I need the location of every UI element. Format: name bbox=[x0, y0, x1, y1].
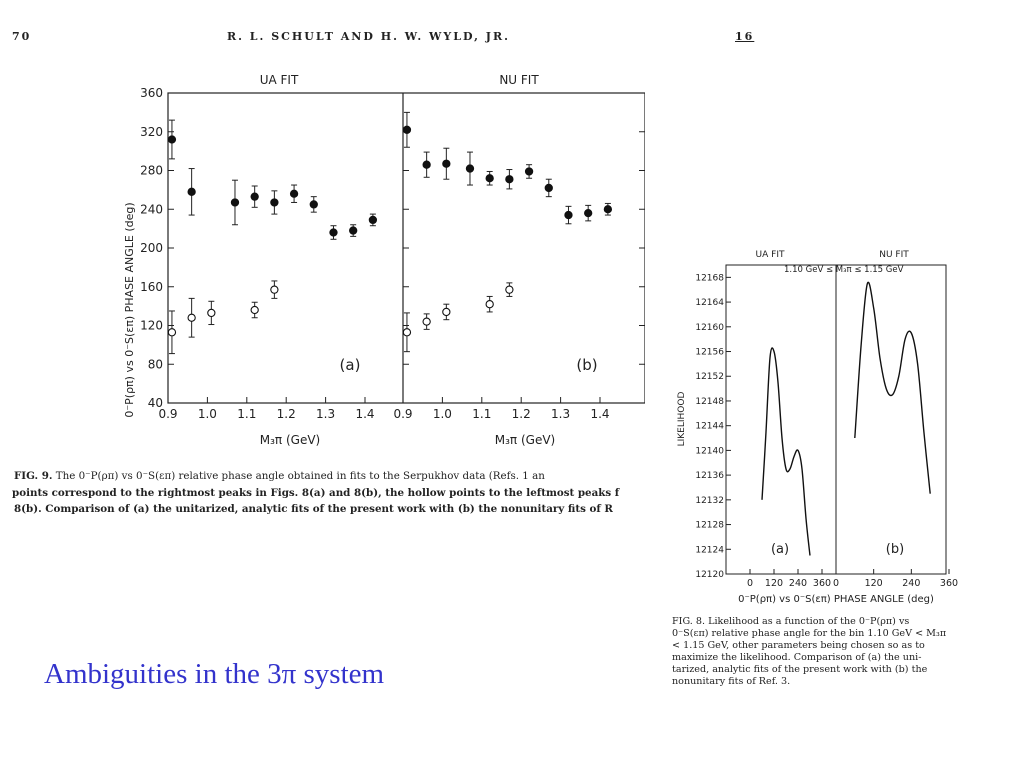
fig8-panel-a-label: (a) bbox=[770, 542, 790, 557]
hollow-data-point bbox=[443, 308, 450, 315]
hollow-data-point bbox=[486, 301, 493, 308]
y-tick-label: 80 bbox=[147, 357, 163, 372]
fig8-x-axis-label: 0⁻P(ρπ) vs 0⁻S(επ) PHASE ANGLE (deg) bbox=[738, 594, 934, 605]
hollow-data-point bbox=[188, 314, 195, 321]
fig8-panel-b-label: (b) bbox=[885, 542, 905, 557]
hollow-data-point bbox=[168, 329, 175, 336]
fig8-panel-b-title: NU FIT bbox=[879, 250, 909, 260]
y-tick-label: 12160 bbox=[695, 322, 724, 333]
x-tick-label: 360 bbox=[812, 578, 832, 589]
hollow-data-point bbox=[403, 329, 410, 336]
y-tick-label: 160 bbox=[140, 279, 163, 294]
x-tick-label: 0.9 bbox=[393, 407, 413, 421]
y-tick-label: 12168 bbox=[695, 273, 724, 284]
fig9-caption-label: FIG. 9. bbox=[14, 470, 53, 482]
likelihood-curve-a bbox=[762, 348, 810, 556]
fig8-caption-line-3: < 1.15 GeV, other parameters being chosen so as to bbox=[672, 640, 925, 651]
x-tick-label: 1.2 bbox=[276, 407, 296, 421]
solid-data-point bbox=[604, 206, 611, 213]
x-tick-label: 1.1 bbox=[472, 407, 492, 421]
fig8-bin-subtitle: 1.10 GeV ≤ M₃π ≤ 1.15 GeV bbox=[784, 265, 904, 275]
x-tick-label: 360 bbox=[939, 578, 959, 589]
fig9-caption-line-2: points correspond to the rightmost peaks in Figs. 8(a) and 8(b), the hollow points to the leftmost peaks f bbox=[12, 487, 620, 499]
fig8-caption bbox=[672, 616, 982, 688]
solid-data-point bbox=[565, 211, 572, 218]
fig9-caption-text-1: The 0⁻P(ρπ) vs 0⁻S(επ) relative phase angle obtained in fits to the Serpukhov data (Refs. 1 an bbox=[55, 470, 545, 482]
hollow-data-point bbox=[423, 318, 430, 325]
slide-title: Ambiguities in the 3π system bbox=[44, 658, 385, 690]
x-tick-label: 1.0 bbox=[197, 407, 217, 421]
fig8-caption-line-6: nonunitary fits of Ref. 3. bbox=[672, 676, 791, 687]
volume-number: 16 bbox=[735, 30, 755, 43]
panel-b-title: NU FIT bbox=[499, 73, 539, 87]
fig9-y-axis-label: 0⁻P(ρπ) vs 0⁻S(επ) PHASE ANGLE (deg) bbox=[123, 202, 136, 418]
solid-data-point bbox=[310, 201, 317, 208]
hollow-data-point bbox=[506, 286, 513, 293]
likelihood-curve-b bbox=[855, 282, 930, 493]
y-tick-label: 12132 bbox=[695, 495, 724, 506]
x-tick-label: 0.9 bbox=[158, 407, 178, 421]
solid-data-point bbox=[188, 188, 195, 195]
solid-data-point bbox=[168, 136, 175, 143]
fig8-panel-a-title: UA FIT bbox=[755, 250, 785, 260]
solid-data-point bbox=[525, 168, 532, 175]
y-tick-label: 12156 bbox=[695, 347, 724, 358]
solid-data-point bbox=[271, 199, 278, 206]
fig8-caption-line-2: 0⁻S(επ) relative phase angle for the bin 1.10 GeV < M₃π bbox=[672, 628, 947, 639]
solid-data-point bbox=[423, 161, 430, 168]
fig9-x-axis-label-a: M₃π (GeV) bbox=[259, 433, 321, 447]
solid-data-point bbox=[443, 160, 450, 167]
y-tick-label: 40 bbox=[147, 396, 163, 410]
x-tick-label: 240 bbox=[788, 578, 808, 589]
solid-data-point bbox=[585, 210, 592, 217]
y-tick-label: 240 bbox=[140, 202, 163, 217]
x-tick-label: 1.4 bbox=[355, 407, 375, 421]
solid-data-point bbox=[290, 190, 297, 197]
fig8-y-axis-label: LIKELIHOOD bbox=[677, 391, 687, 447]
y-tick-label: 320 bbox=[140, 124, 163, 139]
x-tick-label: 1.1 bbox=[237, 407, 257, 421]
hollow-data-point bbox=[271, 286, 278, 293]
article-authors: R. L. SCHULT AND H. W. WYLD, JR. bbox=[227, 30, 510, 43]
x-tick-label: 240 bbox=[902, 578, 921, 589]
fig8-caption-line-1: FIG. 8. Likelihood as a function of the 0⁻P(ρπ) vs bbox=[672, 616, 910, 627]
fig9-caption-line-3: 8(b). Comparison of (a) the unitarized, analytic fits of the present work with (b) the nonunitary fits of R bbox=[14, 503, 613, 515]
solid-data-point bbox=[506, 176, 513, 183]
x-tick-label: 1.3 bbox=[551, 407, 571, 421]
y-tick-label: 12148 bbox=[695, 396, 724, 407]
y-tick-label: 12136 bbox=[695, 471, 724, 482]
panel-a-label: (a) bbox=[339, 356, 361, 374]
hollow-data-point bbox=[208, 309, 215, 316]
x-tick-label: 120 bbox=[864, 578, 883, 589]
y-tick-label: 12140 bbox=[695, 446, 724, 457]
solid-data-point bbox=[486, 175, 493, 182]
hollow-data-point bbox=[251, 306, 258, 313]
solid-data-point bbox=[466, 165, 473, 172]
y-tick-label: 12128 bbox=[695, 520, 724, 531]
y-tick-label: 360 bbox=[140, 86, 163, 100]
y-tick-label: 12144 bbox=[695, 421, 724, 432]
x-tick-label: 0 bbox=[746, 578, 754, 589]
x-tick-label: 0 bbox=[832, 578, 840, 589]
x-tick-label: 1.3 bbox=[316, 407, 336, 421]
fig9-caption-line-1 bbox=[14, 470, 644, 482]
solid-data-point bbox=[330, 229, 337, 236]
y-tick-label: 12124 bbox=[695, 545, 724, 556]
solid-data-point bbox=[545, 184, 552, 191]
y-tick-label: 280 bbox=[140, 163, 163, 178]
solid-data-point bbox=[403, 126, 410, 133]
figure-8-likelihood-plot bbox=[672, 244, 982, 609]
figure-9-phase-angle-plot bbox=[0, 70, 645, 450]
fig8-caption-line-4: maximize the likelihood. Comparison of (a) the uni- bbox=[672, 652, 922, 663]
page-number: 70 bbox=[12, 30, 32, 43]
y-tick-label: 120 bbox=[140, 318, 163, 333]
y-tick-label: 200 bbox=[140, 241, 163, 255]
solid-data-point bbox=[369, 216, 376, 223]
fig9-x-axis-label-b: M₃π (GeV) bbox=[494, 433, 556, 447]
panel-b-label: (b) bbox=[576, 356, 598, 374]
y-tick-label: 12164 bbox=[695, 298, 724, 309]
fig8-caption-line-5: tarized, analytic fits of the present work with (b) the bbox=[672, 664, 928, 675]
x-tick-label: 120 bbox=[764, 578, 784, 589]
solid-data-point bbox=[350, 227, 357, 234]
y-tick-label: 12120 bbox=[695, 570, 724, 580]
x-tick-label: 1.0 bbox=[432, 407, 452, 421]
x-tick-label: 1.2 bbox=[511, 407, 531, 421]
panel-a-title: UA FIT bbox=[259, 73, 299, 87]
solid-data-point bbox=[231, 199, 238, 206]
x-tick-label: 1.4 bbox=[590, 407, 610, 421]
solid-data-point bbox=[251, 193, 258, 200]
y-tick-label: 12152 bbox=[695, 372, 724, 383]
